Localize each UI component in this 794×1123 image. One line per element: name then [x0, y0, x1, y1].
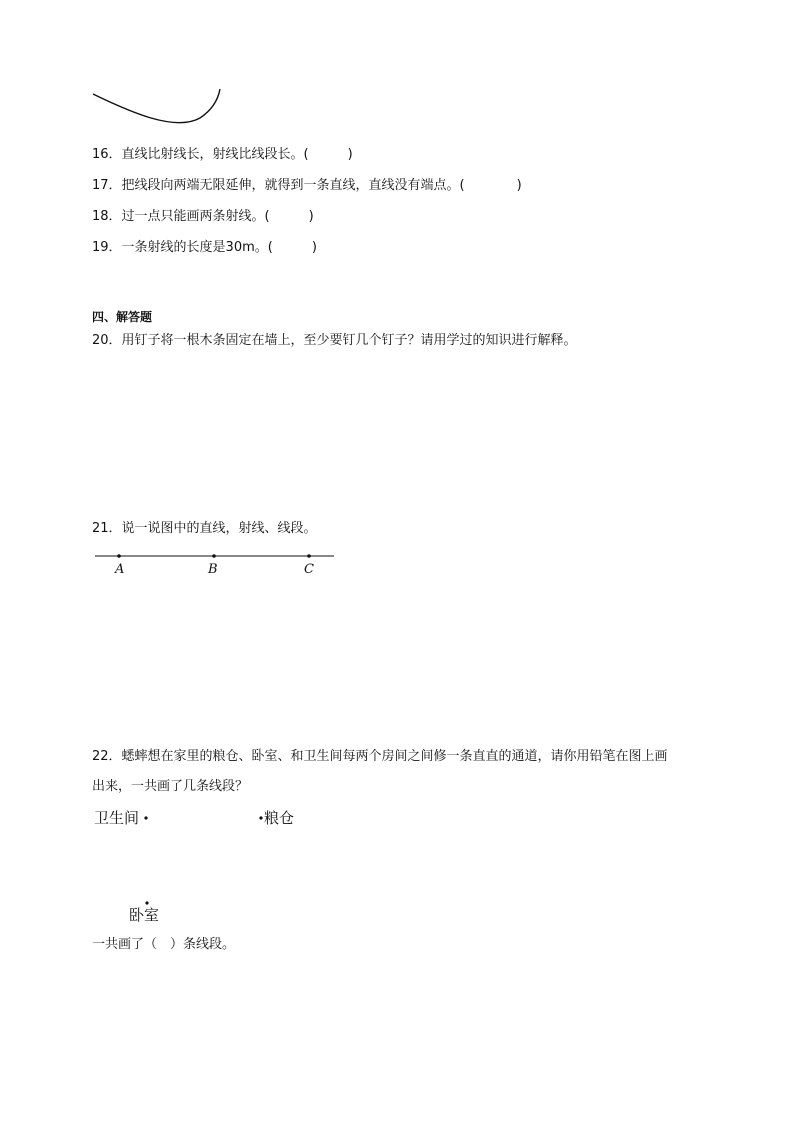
section-heading: 四、解答题 — [92, 310, 153, 324]
question-22-line2: 出来，一共画了几条线段？ — [92, 779, 249, 794]
curve-figure — [0, 0, 794, 140]
room-bathroom-label: 卫生间 — [94, 809, 140, 827]
point-c-label: C — [304, 562, 314, 577]
room-granary-label: 粮仓 — [264, 809, 295, 827]
answer-line: 一共画了（ ）条线段。 — [92, 937, 236, 952]
question-20: 20．用钉子将一根木条固定在墙上，至少要钉几个钉子？请用学过的知识进行解释。 — [92, 333, 577, 348]
question-16: 16．直线比射线长，射线比线段长。( ) — [92, 147, 353, 162]
point-b — [212, 554, 216, 558]
bathroom-point — [144, 816, 147, 819]
point-c — [307, 554, 311, 558]
question-17: 17．把线段向两端无限延伸，就得到一条直线，直线没有端点。( ) — [92, 178, 522, 193]
granary-point — [259, 816, 262, 819]
room-bedroom-label: 卧室 — [129, 906, 160, 924]
curve-line — [93, 89, 220, 123]
point-b-label: B — [208, 562, 218, 577]
question-21: 21．说一说图中的直线，射线、线段。 — [92, 521, 317, 536]
question-22-line1: 22．蟋蟀想在家里的粮仓、卧室、和卫生间每两个房间之间修一条直直的通道，请你用铅笔在图上画 — [92, 749, 668, 764]
point-a-label: A — [115, 562, 125, 577]
point-a — [117, 554, 121, 558]
room-points — [0, 800, 794, 920]
question-19: 19．一条射线的长度是30m。( ) — [92, 240, 317, 255]
question-18: 18．过一点只能画两条射线。( ) — [92, 209, 314, 224]
